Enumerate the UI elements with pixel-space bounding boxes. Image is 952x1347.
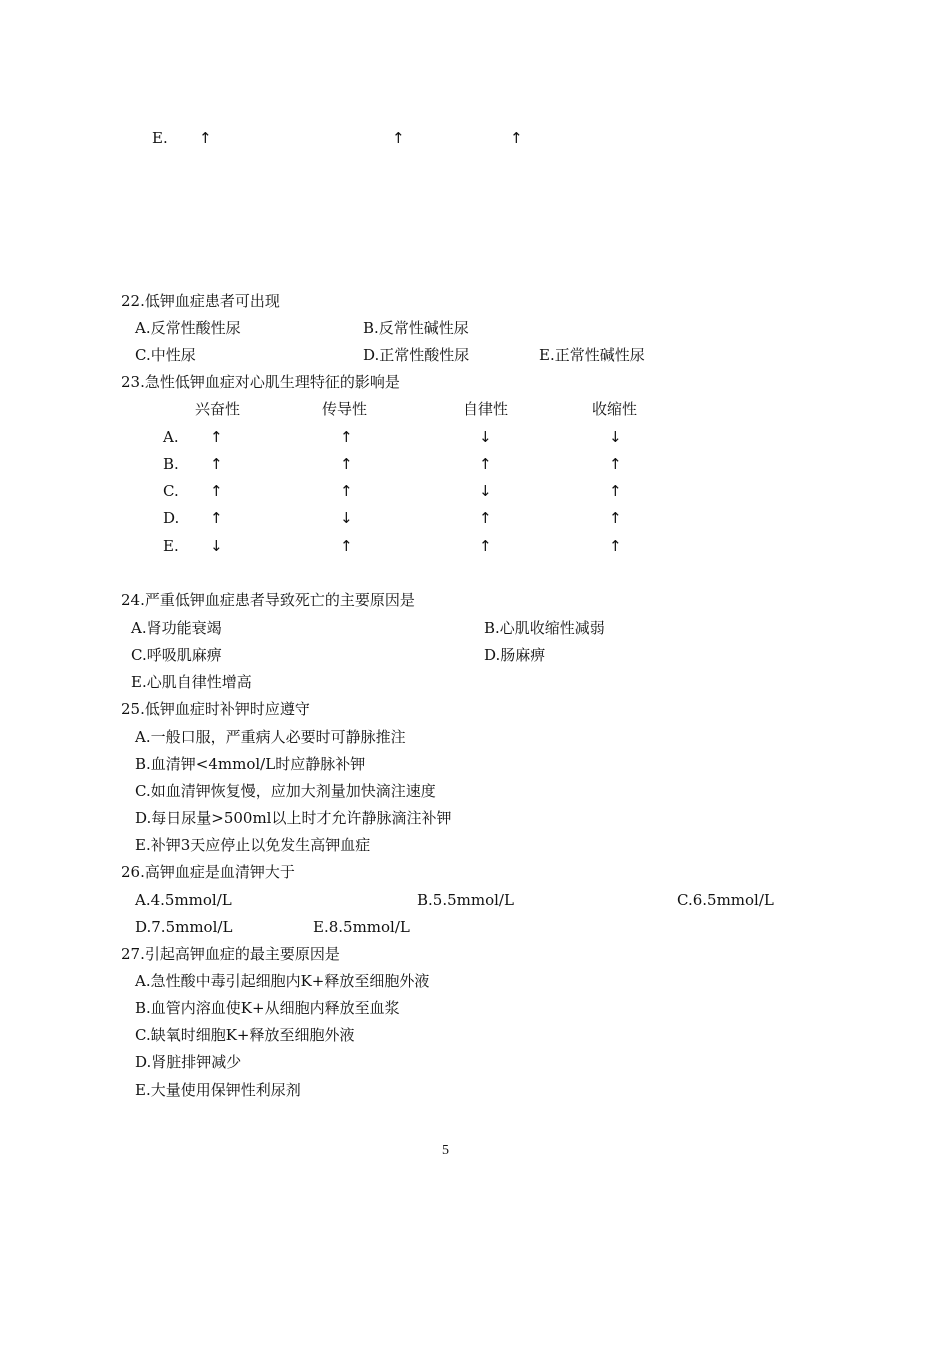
q23-row-b-automaticity: ↑ [479, 455, 492, 473]
q23-row-b-excitability: ↑ [210, 455, 223, 473]
q23-row-a-conductivity: ↑ [340, 428, 353, 446]
q22-option-b: B.反常性碱性尿 [363, 319, 469, 337]
q25-option-a: A.一般口服，严重病人必要时可静脉推注 [135, 728, 406, 746]
q23-row-a-label: A. [163, 428, 179, 446]
q23-row-a-contractility: ↓ [609, 428, 622, 446]
q25-stem: 25.低钾血症时补钾时应遵守 [121, 700, 310, 718]
q22-option-c: C.中性尿 [135, 346, 196, 364]
q23-row-c-contractility: ↑ [609, 482, 622, 500]
q23-header-contractility: 收缩性 [592, 400, 638, 418]
q23-row-a-excitability: ↑ [210, 428, 223, 446]
q23-header-conductivity: 传导性 [322, 400, 368, 418]
q26-option-a: A.4.5mmol/L [135, 891, 232, 909]
top-arrow-3: ↑ [510, 129, 523, 147]
q23-header-automaticity: 自律性 [463, 400, 509, 418]
q27-option-a: A.急性酸中毒引起细胞内K+释放至细胞外液 [135, 972, 430, 990]
q22-option-d: D.正常性酸性尿 [363, 346, 470, 364]
q22-option-e: E.正常性碱性尿 [539, 346, 645, 364]
q23-row-a-automaticity: ↓ [479, 428, 492, 446]
q25-option-e: E.补钾3天应停止以免发生高钾血症 [135, 836, 371, 854]
q27-option-b: B.血管内溶血使K+从细胞内释放至血浆 [135, 999, 400, 1017]
top-arrow-1: ↑ [199, 129, 212, 147]
q23-row-e-label: E. [163, 537, 179, 555]
page-number: 5 [442, 1143, 449, 1158]
q23-header-excitability: 兴奋性 [195, 400, 241, 418]
q25-option-d: D.每日尿量>500ml以上时才允许静脉滴注补钾 [135, 809, 452, 827]
q27-option-c: C.缺氧时细胞K+释放至细胞外液 [135, 1026, 355, 1044]
q25-option-b: B.血清钾<4mmol/L时应静脉补钾 [135, 755, 366, 773]
q25-option-c: C.如血清钾恢复慢，应加大剂量加快滴注速度 [135, 782, 436, 800]
q24-option-b: B.心肌收缩性减弱 [484, 619, 605, 637]
q24-option-a: A.肾功能衰竭 [131, 619, 222, 637]
q26-option-c: C.6.5mmol/L [677, 891, 774, 909]
q27-stem: 27.引起高钾血症的最主要原因是 [121, 945, 340, 963]
q26-option-e: E.8.5mmol/L [313, 918, 410, 936]
q23-row-c-excitability: ↑ [210, 482, 223, 500]
q22-stem: 22.低钾血症患者可出现 [121, 292, 280, 310]
q24-option-e: E.心肌自律性增高 [131, 673, 252, 691]
q24-option-d: D.肠麻痹 [484, 646, 546, 664]
q23-row-c-automaticity: ↓ [479, 482, 492, 500]
q23-row-b-conductivity: ↑ [340, 455, 353, 473]
q23-stem: 23.急性低钾血症对心肌生理特征的影响是 [121, 373, 400, 391]
q26-option-d: D.7.5mmol/L [135, 918, 233, 936]
top-arrow-2: ↑ [392, 129, 405, 147]
q23-row-d-contractility: ↑ [609, 509, 622, 527]
q26-stem: 26.高钾血症是血清钾大于 [121, 863, 295, 881]
q22-option-a: A.反常性酸性尿 [135, 319, 241, 337]
q23-row-b-contractility: ↑ [609, 455, 622, 473]
q23-row-d-conductivity: ↓ [340, 509, 353, 527]
q23-row-e-automaticity: ↑ [479, 537, 492, 555]
q23-row-d-label: D. [163, 509, 180, 527]
q23-row-c-conductivity: ↑ [340, 482, 353, 500]
q23-row-c-label: C. [163, 482, 179, 500]
top-option-label: E. [152, 129, 168, 147]
q27-option-e: E.大量使用保钾性利尿剂 [135, 1081, 301, 1099]
q23-row-e-conductivity: ↑ [340, 537, 353, 555]
q23-row-e-contractility: ↑ [609, 537, 622, 555]
q23-row-d-automaticity: ↑ [479, 509, 492, 527]
q24-stem: 24.严重低钾血症患者导致死亡的主要原因是 [121, 591, 415, 609]
q24-option-c: C.呼吸肌麻痹 [131, 646, 222, 664]
q23-row-e-excitability: ↓ [210, 537, 223, 555]
q23-row-d-excitability: ↑ [210, 509, 223, 527]
q23-row-b-label: B. [163, 455, 179, 473]
q27-option-d: D.肾脏排钾减少 [135, 1053, 242, 1071]
q26-option-b: B.5.5mmol/L [417, 891, 514, 909]
